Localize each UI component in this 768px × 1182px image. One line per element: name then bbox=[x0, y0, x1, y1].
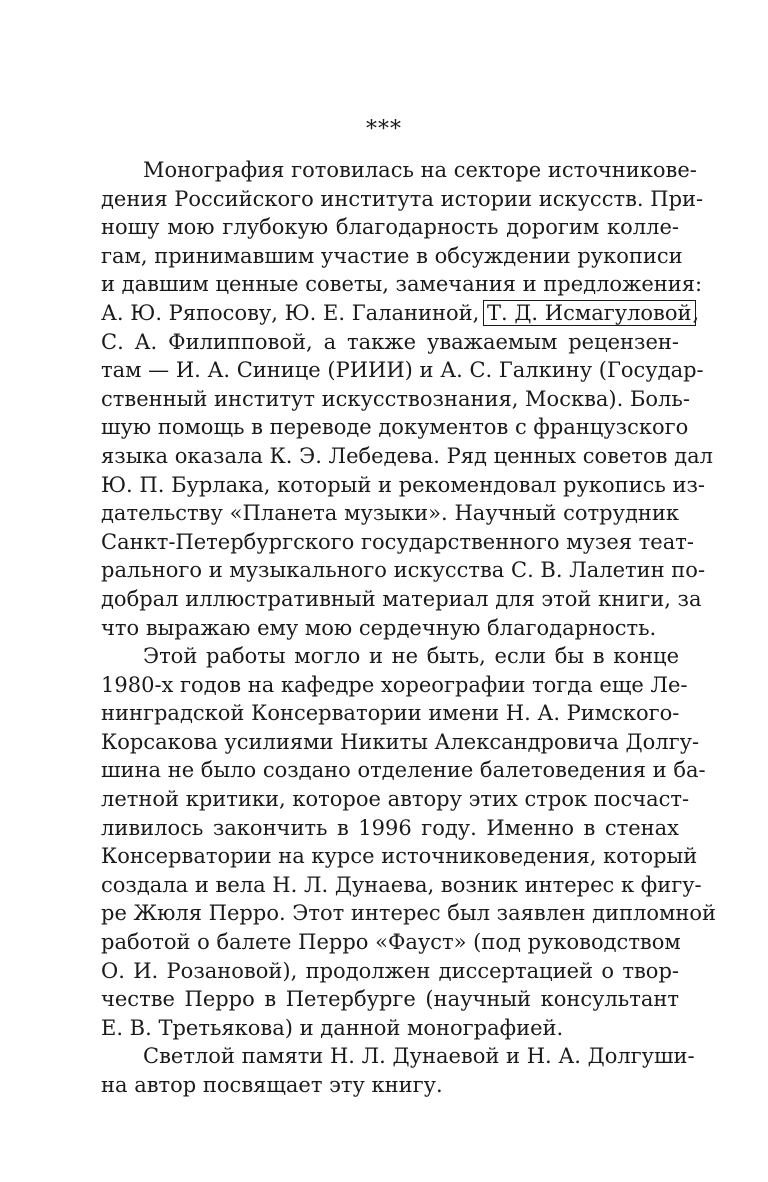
text-line: что выражаю ему мою сердечную благодарность. bbox=[101, 615, 657, 640]
text-line: 1980-х годов на кафедре хореографии тогда еще Ле- bbox=[101, 672, 688, 697]
text-line: честве Перро в Петербурге (научный консультант bbox=[101, 987, 679, 1012]
text-line: дения Российского института истории искусств. При- bbox=[101, 186, 704, 211]
text-line: и давшим ценные советы, замечания и предложения: bbox=[101, 272, 703, 297]
text-line: Консерватории на курсе источниковедения, который bbox=[101, 844, 698, 869]
text-line: гам, принимавшим участие в обсуждении рукописи bbox=[101, 243, 683, 268]
text-line: летной критики, которое автору этих строк посчаст- bbox=[101, 787, 690, 812]
boxed-name-suffix: , bbox=[692, 300, 700, 325]
text-line: рального и музыкального искусства С. В. Лалетин по- bbox=[101, 558, 706, 583]
text-line: на автор посвящает эту книгу. bbox=[101, 1073, 443, 1097]
text-line: ре Жюля Перро. Этот интерес был заявлен дипломной bbox=[101, 901, 717, 926]
text-line: С. А. Филипповой, а также уважаемым рецензен- bbox=[101, 329, 679, 354]
text-line: Светлой памяти Н. Л. Дунаевой и Н. А. Долгуши- bbox=[143, 1044, 695, 1069]
page-body bbox=[101, 156, 717, 1100]
text-line: Санкт-Петербургского государственного музея теат- bbox=[101, 529, 694, 554]
text-line: нинградской Консерватории имени Н. А. Римского- bbox=[101, 701, 680, 726]
paragraph-dedication bbox=[101, 1042, 695, 1099]
text-line: Ю. П. Бурлака, который и рекомендовал рукопись из- bbox=[101, 472, 705, 497]
text-line-with-boxed-name bbox=[101, 299, 700, 328]
text-line: создала и вела Н. Л. Дунаева, возник интерес к фигу- bbox=[101, 872, 702, 897]
text-line-prefix: А. Ю. Ряпосову, Ю. Е. Галаниной, bbox=[101, 300, 480, 325]
text-line: работой о балете Перро «Фауст» (под руководством bbox=[101, 930, 681, 955]
text-line: ливилось закончить в 1996 году. Именно в стенах bbox=[101, 815, 679, 840]
text-line: Корсакова усилиями Никиты Александровича Долгу- bbox=[101, 729, 700, 754]
boxed-name-highlight: Т. Д. Исмагуловой bbox=[483, 300, 696, 326]
text-line: Этой работы могло и не быть, если бы в конце bbox=[143, 644, 679, 669]
text-line: О. И. Розановой), продолжен диссертацией о твор- bbox=[101, 958, 679, 983]
paragraph-acknowledgements bbox=[101, 156, 713, 642]
text-line: ношу мою глубокую благодарность дорогим колле- bbox=[101, 215, 679, 240]
text-line: добрал иллюстративный материал для этой книги, за bbox=[101, 586, 702, 611]
text-line: языка оказала К. Э. Лебедева. Ряд ценных советов дал bbox=[101, 443, 713, 468]
text-line: шую помощь в переводе документов с французского bbox=[101, 415, 689, 440]
text-line: там — И. А. Синице (РИИИ) и А. С. Галкину (Государ- bbox=[101, 358, 704, 383]
paragraph-history bbox=[101, 642, 717, 1042]
text-line: шина не было создано отделение балетоведения и ба- bbox=[101, 758, 706, 783]
text-line: Е. В. Третьякова) и данной монографией. bbox=[101, 1015, 564, 1040]
text-line: Монография готовилась на секторе источникове- bbox=[143, 158, 697, 182]
text-line: ственный институт искусствознания, Москва). Боль- bbox=[101, 386, 690, 411]
section-separator: *** bbox=[366, 117, 402, 142]
text-line: дательству «Планета музыки». Научный сотрудник bbox=[101, 501, 679, 526]
